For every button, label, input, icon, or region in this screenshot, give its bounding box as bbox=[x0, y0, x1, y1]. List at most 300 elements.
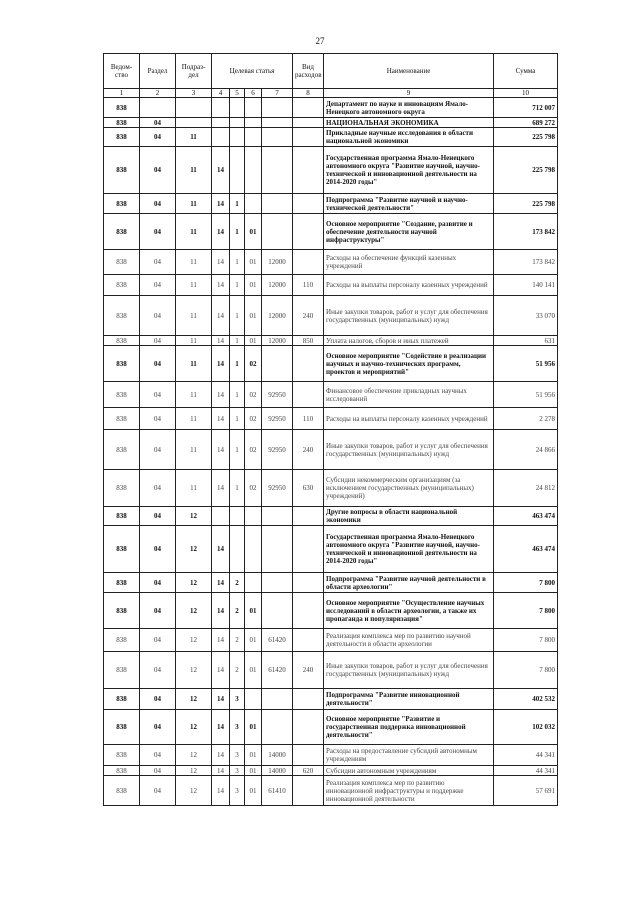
razdel-cell: 04 bbox=[140, 652, 176, 689]
program-cell bbox=[212, 118, 230, 128]
column-number: 9 bbox=[324, 89, 494, 98]
vid-cell: 110 bbox=[293, 408, 324, 430]
razdel-cell: 04 bbox=[140, 776, 176, 806]
program-cell: 14 bbox=[212, 336, 230, 346]
event-cell bbox=[245, 689, 262, 710]
name-cell: Субсидии некоммерческим организациям (за исключением государственных (муниципальных) учреждений) bbox=[324, 470, 494, 507]
subprogram-cell bbox=[230, 147, 245, 194]
razdel-cell: 04 bbox=[140, 250, 176, 275]
table-row bbox=[104, 194, 558, 214]
vedomstvo-cell: 838 bbox=[104, 118, 140, 128]
razdel-cell: 04 bbox=[140, 296, 176, 336]
event-cell: 02 bbox=[245, 382, 262, 408]
table-row bbox=[104, 98, 558, 118]
vid-cell bbox=[293, 382, 324, 408]
podrazdel-cell: 12 bbox=[176, 652, 212, 689]
subprogram-cell: 1 bbox=[230, 194, 245, 214]
vid-cell bbox=[293, 346, 324, 382]
podrazdel-cell: 12 bbox=[176, 526, 212, 573]
name-cell: Иные закупки товаров, работ и услуг для обеспечения государственных (муниципальных) нужд bbox=[324, 296, 494, 336]
subprogram-cell: 1 bbox=[230, 346, 245, 382]
vid-cell: 850 bbox=[293, 336, 324, 346]
column-number: 1 bbox=[104, 89, 140, 98]
page-number: 27 bbox=[315, 36, 325, 46]
column-number: 6 bbox=[245, 89, 262, 98]
vid-cell bbox=[293, 214, 324, 250]
sum-cell: 631 bbox=[494, 336, 558, 346]
razdel-cell bbox=[140, 98, 176, 118]
razdel-cell: 04 bbox=[140, 710, 176, 745]
vid-cell bbox=[293, 689, 324, 710]
razdel-cell: 04 bbox=[140, 507, 176, 526]
podrazdel-cell: 12 bbox=[176, 745, 212, 766]
vedomstvo-cell: 838 bbox=[104, 507, 140, 526]
name-cell: НАЦИОНАЛЬНАЯ ЭКОНОМИКА bbox=[324, 118, 494, 128]
vedomstvo-cell: 838 bbox=[104, 430, 140, 470]
name-cell: Основное мероприятие "Осуществление научных исследований в области археологии, а также их пропаганда и популяризация" bbox=[324, 593, 494, 629]
vid-cell bbox=[293, 507, 324, 526]
vedomstvo-cell: 838 bbox=[104, 766, 140, 776]
program-cell: 14 bbox=[212, 745, 230, 766]
subprogram-cell bbox=[230, 98, 245, 118]
vid-cell bbox=[293, 98, 324, 118]
program-cell: 14 bbox=[212, 296, 230, 336]
direction-cell bbox=[262, 710, 293, 745]
direction-cell: 12000 bbox=[262, 250, 293, 275]
vedomstvo-cell: 838 bbox=[104, 470, 140, 507]
sum-cell: 33 070 bbox=[494, 296, 558, 336]
sum-cell: 463 474 bbox=[494, 526, 558, 573]
sum-cell: 140 141 bbox=[494, 275, 558, 296]
table-row bbox=[104, 652, 558, 689]
direction-cell bbox=[262, 118, 293, 128]
vedomstvo-cell: 838 bbox=[104, 147, 140, 194]
sum-cell: 57 691 bbox=[494, 776, 558, 806]
name-cell: Государственная программа Ямало-Ненецкого автономного округа "Развитие научной, научно-технической и инновационной деятельности на 2014-2020 годы" bbox=[324, 147, 494, 194]
direction-cell: 12000 bbox=[262, 296, 293, 336]
event-cell: 01 bbox=[245, 214, 262, 250]
podrazdel-cell: 12 bbox=[176, 689, 212, 710]
program-cell: 14 bbox=[212, 766, 230, 776]
column-number: 7 bbox=[262, 89, 293, 98]
vedomstvo-cell: 838 bbox=[104, 275, 140, 296]
sum-cell: 24 866 bbox=[494, 430, 558, 470]
vedomstvo-cell: 838 bbox=[104, 194, 140, 214]
subprogram-cell: 3 bbox=[230, 776, 245, 806]
subprogram-cell bbox=[230, 507, 245, 526]
program-cell: 14 bbox=[212, 689, 230, 710]
event-cell: 01 bbox=[245, 593, 262, 629]
name-cell: Подпрограмма "Развитие научной деятельности в области археологии" bbox=[324, 573, 494, 593]
razdel-cell: 04 bbox=[140, 526, 176, 573]
event-cell: 01 bbox=[245, 296, 262, 336]
razdel-cell: 04 bbox=[140, 470, 176, 507]
table-row bbox=[104, 336, 558, 346]
vedomstvo-cell: 838 bbox=[104, 128, 140, 147]
vid-cell bbox=[293, 194, 324, 214]
vid-cell: 240 bbox=[293, 652, 324, 689]
table-row bbox=[104, 147, 558, 194]
razdel-cell: 04 bbox=[140, 573, 176, 593]
vedomstvo-cell: 838 bbox=[104, 629, 140, 652]
subprogram-cell: 2 bbox=[230, 573, 245, 593]
event-cell bbox=[245, 147, 262, 194]
event-cell: 01 bbox=[245, 710, 262, 745]
podrazdel-cell: 11 bbox=[176, 194, 212, 214]
name-cell: Основное мероприятие "Создание, развитие и обеспечение деятельности научной инфраструктуры" bbox=[324, 214, 494, 250]
table-row bbox=[104, 710, 558, 745]
event-cell bbox=[245, 118, 262, 128]
column-number: 5 bbox=[230, 89, 245, 98]
razdel-cell: 04 bbox=[140, 194, 176, 214]
header-celevaya-statya: Целевая статья bbox=[212, 54, 293, 89]
column-number: 4 bbox=[212, 89, 230, 98]
program-cell: 14 bbox=[212, 470, 230, 507]
direction-cell: 14000 bbox=[262, 745, 293, 766]
program-cell: 14 bbox=[212, 346, 230, 382]
program-cell: 14 bbox=[212, 593, 230, 629]
subprogram-cell: 1 bbox=[230, 250, 245, 275]
table-row bbox=[104, 275, 558, 296]
sum-cell: 44 341 bbox=[494, 766, 558, 776]
subprogram-cell: 1 bbox=[230, 470, 245, 507]
name-cell: Реализация комплекса мер по развитию научной деятельности в области археологии bbox=[324, 629, 494, 652]
name-cell: Уплата налогов, сборов и иных платежей bbox=[324, 336, 494, 346]
vedomstvo-cell: 838 bbox=[104, 382, 140, 408]
program-cell: 14 bbox=[212, 430, 230, 470]
direction-cell: 92950 bbox=[262, 382, 293, 408]
vedomstvo-cell: 838 bbox=[104, 98, 140, 118]
razdel-cell: 04 bbox=[140, 382, 176, 408]
direction-cell bbox=[262, 507, 293, 526]
name-cell: Расходы на обеспечение функций казенных учреждений bbox=[324, 250, 494, 275]
razdel-cell: 04 bbox=[140, 147, 176, 194]
sum-cell: 173 842 bbox=[494, 250, 558, 275]
direction-cell: 61410 bbox=[262, 776, 293, 806]
program-cell: 14 bbox=[212, 776, 230, 806]
sum-cell: 24 812 bbox=[494, 470, 558, 507]
podrazdel-cell: 11 bbox=[176, 296, 212, 336]
program-cell: 14 bbox=[212, 710, 230, 745]
subprogram-cell: 1 bbox=[230, 336, 245, 346]
vid-cell: 110 bbox=[293, 275, 324, 296]
budget-table bbox=[103, 53, 558, 806]
razdel-cell: 04 bbox=[140, 593, 176, 629]
name-cell: Государственная программа Ямало-Ненецкого автономного округа "Развитие научной, научно-технической и инновационной деятельности на 2014-2020 годы" bbox=[324, 526, 494, 573]
sum-cell: 51 956 bbox=[494, 346, 558, 382]
vedomstvo-cell: 838 bbox=[104, 652, 140, 689]
vid-cell: 240 bbox=[293, 296, 324, 336]
name-cell: Иные закупки товаров, работ и услуг для обеспечения государственных (муниципальных) нужд bbox=[324, 430, 494, 470]
podrazdel-cell: 11 bbox=[176, 382, 212, 408]
program-cell: 14 bbox=[212, 214, 230, 250]
direction-cell: 92950 bbox=[262, 430, 293, 470]
table-row bbox=[104, 382, 558, 408]
podrazdel-cell: 11 bbox=[176, 128, 212, 147]
podrazdel-cell: 12 bbox=[176, 710, 212, 745]
event-cell bbox=[245, 526, 262, 573]
column-number: 8 bbox=[293, 89, 324, 98]
subprogram-cell: 3 bbox=[230, 766, 245, 776]
program-cell: 14 bbox=[212, 382, 230, 408]
table-row bbox=[104, 118, 558, 128]
sum-cell: 402 532 bbox=[494, 689, 558, 710]
vid-cell bbox=[293, 593, 324, 629]
podrazdel-cell: 11 bbox=[176, 275, 212, 296]
program-cell: 14 bbox=[212, 526, 230, 573]
sum-cell: 7 800 bbox=[494, 629, 558, 652]
table-row bbox=[104, 593, 558, 629]
sum-cell: 44 341 bbox=[494, 745, 558, 766]
program-cell: 14 bbox=[212, 275, 230, 296]
sum-cell: 712 007 bbox=[494, 98, 558, 118]
header-naimenovanie: Наименование bbox=[324, 54, 494, 89]
vedomstvo-cell: 838 bbox=[104, 408, 140, 430]
event-cell: 01 bbox=[245, 776, 262, 806]
podrazdel-cell: 11 bbox=[176, 336, 212, 346]
table-row bbox=[104, 128, 558, 147]
event-cell: 02 bbox=[245, 470, 262, 507]
name-cell: Реализация комплекса мер по развитию инновационной инфраструктуры и поддержке инновационной деятельности bbox=[324, 776, 494, 806]
vid-cell bbox=[293, 710, 324, 745]
vid-cell bbox=[293, 573, 324, 593]
event-cell bbox=[245, 194, 262, 214]
program-cell: 14 bbox=[212, 629, 230, 652]
direction-cell: 92950 bbox=[262, 408, 293, 430]
razdel-cell: 04 bbox=[140, 766, 176, 776]
vedomstvo-cell: 838 bbox=[104, 296, 140, 336]
sum-cell: 7 800 bbox=[494, 593, 558, 629]
razdel-cell: 04 bbox=[140, 745, 176, 766]
razdel-cell: 04 bbox=[140, 689, 176, 710]
header-row bbox=[104, 54, 558, 89]
header-podrazdel: Подраз-дел bbox=[176, 54, 212, 89]
name-cell: Основное мероприятие "Развитие и государственная поддержка инновационной деятельности" bbox=[324, 710, 494, 745]
direction-cell bbox=[262, 98, 293, 118]
direction-cell: 14000 bbox=[262, 766, 293, 776]
podrazdel-cell: 11 bbox=[176, 470, 212, 507]
table-row bbox=[104, 573, 558, 593]
vedomstvo-cell: 838 bbox=[104, 573, 140, 593]
vedomstvo-cell: 838 bbox=[104, 214, 140, 250]
subprogram-cell: 2 bbox=[230, 652, 245, 689]
event-cell: 02 bbox=[245, 408, 262, 430]
subprogram-cell bbox=[230, 128, 245, 147]
table-row bbox=[104, 430, 558, 470]
vid-cell bbox=[293, 250, 324, 275]
vid-cell: 630 bbox=[293, 470, 324, 507]
razdel-cell: 04 bbox=[140, 214, 176, 250]
name-cell: Расходы на выплаты персоналу казенных учреждений bbox=[324, 408, 494, 430]
vid-cell bbox=[293, 776, 324, 806]
subprogram-cell: 3 bbox=[230, 745, 245, 766]
razdel-cell: 04 bbox=[140, 408, 176, 430]
vedomstvo-cell: 838 bbox=[104, 689, 140, 710]
event-cell bbox=[245, 98, 262, 118]
sum-cell: 225 798 bbox=[494, 128, 558, 147]
subprogram-cell: 2 bbox=[230, 629, 245, 652]
vedomstvo-cell: 838 bbox=[104, 250, 140, 275]
razdel-cell: 04 bbox=[140, 118, 176, 128]
direction-cell bbox=[262, 128, 293, 147]
program-cell bbox=[212, 128, 230, 147]
vid-cell bbox=[293, 526, 324, 573]
razdel-cell: 04 bbox=[140, 629, 176, 652]
direction-cell bbox=[262, 194, 293, 214]
name-cell: Расходы на предоставление субсидий автономным учреждениям bbox=[324, 745, 494, 766]
event-cell: 01 bbox=[245, 275, 262, 296]
name-cell: Расходы на выплаты персоналу казенных учреждений bbox=[324, 275, 494, 296]
vid-cell bbox=[293, 128, 324, 147]
subprogram-cell: 1 bbox=[230, 214, 245, 250]
header-razdel: Раздел bbox=[140, 54, 176, 89]
event-cell: 01 bbox=[245, 629, 262, 652]
razdel-cell: 04 bbox=[140, 346, 176, 382]
column-number: 3 bbox=[176, 89, 212, 98]
vedomstvo-cell: 838 bbox=[104, 336, 140, 346]
name-cell: Подпрограмма "Развитие инновационной деятельности" bbox=[324, 689, 494, 710]
name-cell: Прикладные научные исследования в области национальной экономики bbox=[324, 128, 494, 147]
table-row bbox=[104, 408, 558, 430]
table-row bbox=[104, 745, 558, 766]
program-cell: 14 bbox=[212, 408, 230, 430]
table-row bbox=[104, 629, 558, 652]
subprogram-cell bbox=[230, 118, 245, 128]
podrazdel-cell bbox=[176, 98, 212, 118]
column-number-row bbox=[104, 89, 558, 98]
sum-cell: 7 800 bbox=[494, 573, 558, 593]
direction-cell bbox=[262, 593, 293, 629]
column-number: 10 bbox=[494, 89, 558, 98]
vedomstvo-cell: 838 bbox=[104, 776, 140, 806]
direction-cell: 12000 bbox=[262, 275, 293, 296]
table-row bbox=[104, 346, 558, 382]
podrazdel-cell: 12 bbox=[176, 593, 212, 629]
subprogram-cell: 1 bbox=[230, 296, 245, 336]
header-summa: Сумма bbox=[494, 54, 558, 89]
podrazdel-cell: 12 bbox=[176, 507, 212, 526]
event-cell bbox=[245, 507, 262, 526]
subprogram-cell: 1 bbox=[230, 275, 245, 296]
subprogram-cell: 2 bbox=[230, 593, 245, 629]
table-row bbox=[104, 296, 558, 336]
podrazdel-cell: 11 bbox=[176, 430, 212, 470]
sum-cell: 173 842 bbox=[494, 214, 558, 250]
podrazdel-cell: 11 bbox=[176, 346, 212, 382]
table-row bbox=[104, 526, 558, 573]
vedomstvo-cell: 838 bbox=[104, 710, 140, 745]
program-cell: 14 bbox=[212, 147, 230, 194]
vid-cell bbox=[293, 147, 324, 194]
table-row bbox=[104, 250, 558, 275]
vedomstvo-cell: 838 bbox=[104, 593, 140, 629]
subprogram-cell: 1 bbox=[230, 408, 245, 430]
podrazdel-cell: 12 bbox=[176, 573, 212, 593]
name-cell: Основное мероприятие "Содействие в реализации научных и научно-технических программ, проектов и мероприятий" bbox=[324, 346, 494, 382]
table-row bbox=[104, 470, 558, 507]
table-row bbox=[104, 766, 558, 776]
event-cell: 01 bbox=[245, 336, 262, 346]
razdel-cell: 04 bbox=[140, 128, 176, 147]
program-cell bbox=[212, 507, 230, 526]
name-cell: Иные закупки товаров, работ и услуг для обеспечения государственных (муниципальных) нужд bbox=[324, 652, 494, 689]
event-cell: 01 bbox=[245, 766, 262, 776]
subprogram-cell: 1 bbox=[230, 430, 245, 470]
direction-cell bbox=[262, 526, 293, 573]
direction-cell bbox=[262, 214, 293, 250]
event-cell: 01 bbox=[245, 652, 262, 689]
name-cell: Подпрограмма "Развитие научной и научно-технической деятельности" bbox=[324, 194, 494, 214]
program-cell: 14 bbox=[212, 250, 230, 275]
program-cell: 14 bbox=[212, 194, 230, 214]
razdel-cell: 04 bbox=[140, 430, 176, 470]
subprogram-cell: 3 bbox=[230, 710, 245, 745]
event-cell: 02 bbox=[245, 430, 262, 470]
podrazdel-cell: 12 bbox=[176, 629, 212, 652]
header-vid-rashodov: Вид расходов bbox=[293, 54, 324, 89]
podrazdel-cell: 11 bbox=[176, 408, 212, 430]
program-cell: 14 bbox=[212, 652, 230, 689]
sum-cell: 102 032 bbox=[494, 710, 558, 745]
event-cell bbox=[245, 128, 262, 147]
subprogram-cell: 3 bbox=[230, 689, 245, 710]
event-cell: 01 bbox=[245, 745, 262, 766]
direction-cell: 92950 bbox=[262, 470, 293, 507]
vedomstvo-cell: 838 bbox=[104, 346, 140, 382]
podrazdel-cell: 12 bbox=[176, 766, 212, 776]
vid-cell bbox=[293, 629, 324, 652]
name-cell: Другие вопросы в области национальной экономики bbox=[324, 507, 494, 526]
sum-cell: 689 272 bbox=[494, 118, 558, 128]
razdel-cell: 04 bbox=[140, 336, 176, 346]
table-row bbox=[104, 214, 558, 250]
vid-cell: 620 bbox=[293, 766, 324, 776]
name-cell: Финансовое обеспечение прикладных научных исследований bbox=[324, 382, 494, 408]
vid-cell: 240 bbox=[293, 430, 324, 470]
table-body bbox=[104, 98, 558, 806]
vid-cell bbox=[293, 118, 324, 128]
direction-cell: 12000 bbox=[262, 336, 293, 346]
sum-cell: 225 798 bbox=[494, 147, 558, 194]
column-number: 2 bbox=[140, 89, 176, 98]
sum-cell: 51 956 bbox=[494, 382, 558, 408]
direction-cell: 61420 bbox=[262, 652, 293, 689]
event-cell: 02 bbox=[245, 346, 262, 382]
razdel-cell: 04 bbox=[140, 275, 176, 296]
table-row bbox=[104, 689, 558, 710]
podrazdel-cell: 11 bbox=[176, 250, 212, 275]
table-row bbox=[104, 507, 558, 526]
program-cell bbox=[212, 98, 230, 118]
direction-cell bbox=[262, 573, 293, 593]
name-cell: Субсидии автономным учреждениям bbox=[324, 766, 494, 776]
header-vedomstvo: Ведом-ство bbox=[104, 54, 140, 89]
direction-cell bbox=[262, 346, 293, 382]
direction-cell bbox=[262, 689, 293, 710]
subprogram-cell: 1 bbox=[230, 382, 245, 408]
event-cell: 01 bbox=[245, 250, 262, 275]
vedomstvo-cell: 838 bbox=[104, 526, 140, 573]
sum-cell: 7 800 bbox=[494, 652, 558, 689]
sum-cell: 2 278 bbox=[494, 408, 558, 430]
vedomstvo-cell: 838 bbox=[104, 745, 140, 766]
program-cell: 14 bbox=[212, 573, 230, 593]
vid-cell bbox=[293, 745, 324, 766]
table-row bbox=[104, 776, 558, 806]
podrazdel-cell bbox=[176, 118, 212, 128]
sum-cell: 463 474 bbox=[494, 507, 558, 526]
podrazdel-cell: 12 bbox=[176, 776, 212, 806]
